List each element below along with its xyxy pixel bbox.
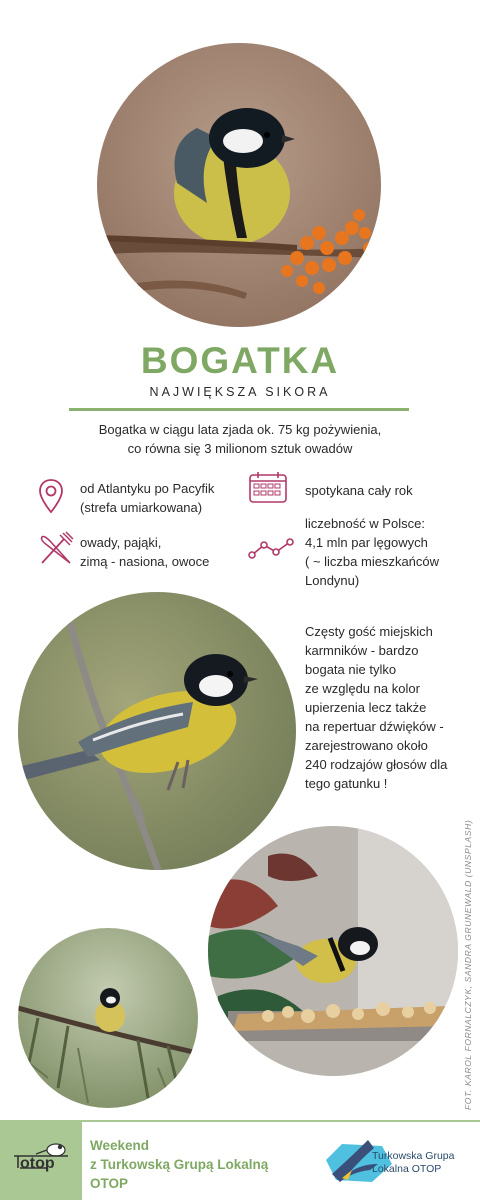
fact-line: Bogatka w ciągu lata zjada ok. 75 kg pożywienia, xyxy=(98,422,382,437)
bird-photo-illustration xyxy=(97,43,381,327)
bird-photo-illustration xyxy=(18,928,198,1108)
info-population xyxy=(305,514,439,590)
description-line: tego gatunku ! xyxy=(305,776,388,791)
fork-knife-icon xyxy=(38,531,74,567)
otop-logo-text: otop xyxy=(20,1155,55,1172)
info-population-line: 4,1 mln par lęgowych xyxy=(305,535,428,550)
photo-great-tit-side-view xyxy=(18,592,296,870)
info-range-line: (strefa umiarkowana) xyxy=(80,500,203,515)
partner-logo xyxy=(322,1134,464,1190)
trend-line-icon xyxy=(248,538,294,560)
calendar-icon xyxy=(248,470,288,504)
partner-line: Turkowska Grupa xyxy=(372,1150,455,1162)
otop-logo xyxy=(0,1122,82,1200)
footer-line: Weekend xyxy=(90,1138,150,1153)
info-diet-line: zimą - nasiona, owoce xyxy=(80,554,210,569)
location-pin-icon xyxy=(38,478,64,514)
divider xyxy=(69,408,409,411)
description-line: upierzenia lecz także xyxy=(305,700,427,715)
photo-great-tit-on-branch xyxy=(97,43,381,327)
fact-line: co równa się 3 milionom sztuk owadów xyxy=(127,441,353,456)
description-line: Częsty gość miejskich xyxy=(305,624,433,639)
info-range xyxy=(80,479,214,517)
footer-title xyxy=(90,1136,268,1193)
bird-photo-illustration xyxy=(208,826,458,1076)
photo-credit: FOT. KAROL FORNALCZYK, SANDRA GRUNEWALD (UNSPLASH) xyxy=(463,819,473,1110)
bird-photo-illustration xyxy=(18,592,296,870)
info-population-line: Londynu) xyxy=(305,573,360,588)
page-subtitle: NAJWIĘKSZA SIKORA xyxy=(149,385,331,399)
description-line: 240 rodzajów głosów dla xyxy=(305,757,448,772)
info-population-line: liczebność w Polsce: xyxy=(305,516,425,531)
info-population-line: ( ~ liczba mieszkańców xyxy=(305,554,440,569)
description-line: zarejestrowano około xyxy=(305,738,428,753)
description-line: na repertuar dźwięków - xyxy=(305,719,444,734)
info-season xyxy=(305,481,413,500)
diet-fact xyxy=(40,420,440,458)
info-range-line: od Atlantyku po Pacyfik xyxy=(80,481,215,496)
footer xyxy=(0,1120,480,1200)
description-line: karmników - bardzo xyxy=(305,643,419,658)
info-diet-line: owady, pająki, xyxy=(80,535,162,550)
otop-logo-icon xyxy=(0,1122,82,1200)
page-title: BOGATKA xyxy=(140,340,340,381)
description-line: ze względu na kolor xyxy=(305,681,420,696)
description-line: bogata nie tylko xyxy=(305,662,397,677)
partner-line: Lokalna OTOP xyxy=(372,1163,442,1175)
footer-line: OTOP xyxy=(90,1176,129,1191)
photo-great-tit-at-feeder xyxy=(208,826,458,1076)
species-description xyxy=(305,622,475,793)
footer-line: z Turkowską Grupą Lokalną xyxy=(90,1157,269,1172)
partner-name xyxy=(372,1150,454,1176)
info-diet xyxy=(80,533,209,571)
photo-great-tit-in-tree xyxy=(18,928,198,1108)
info-season-line: spotykana cały rok xyxy=(305,483,413,498)
